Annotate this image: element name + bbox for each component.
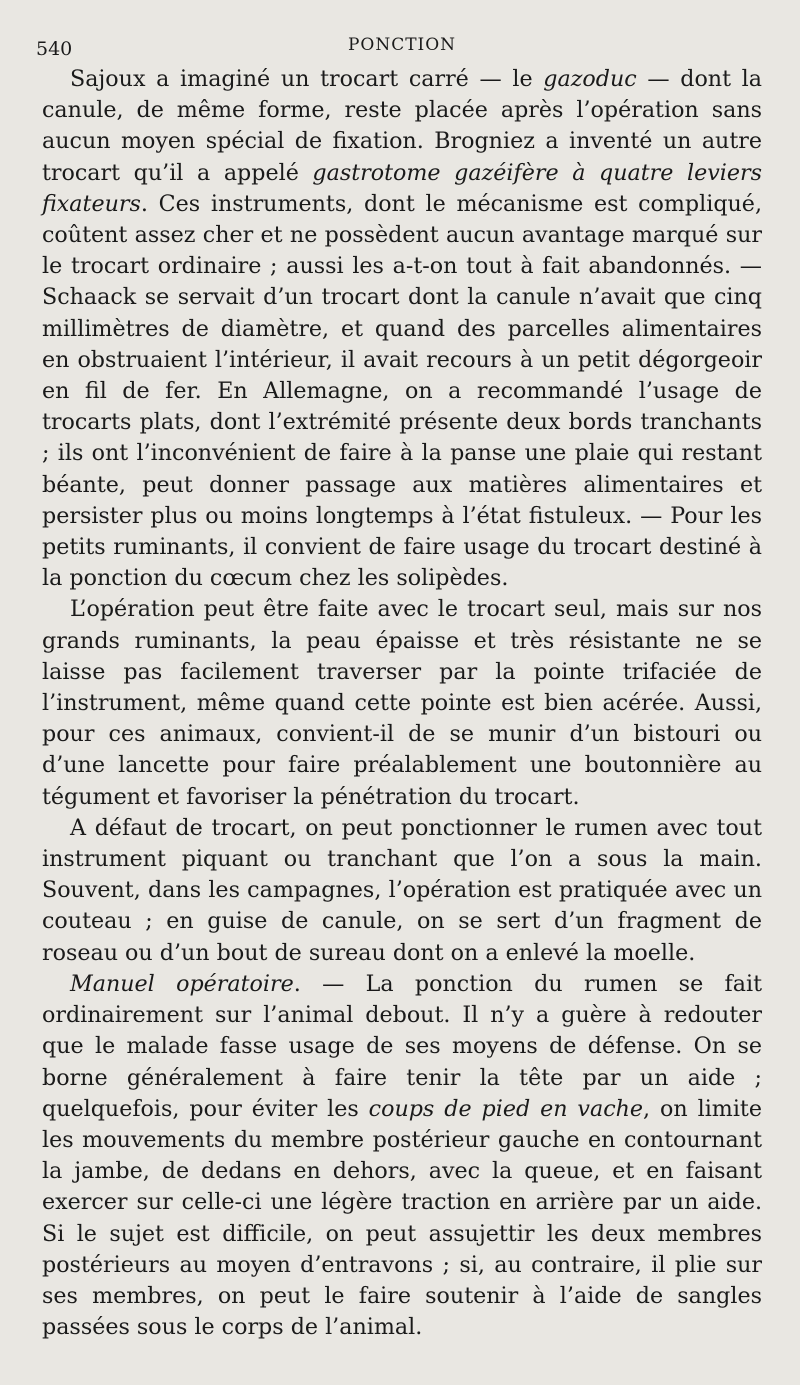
section-title: Manuel opératoire [70,970,294,997]
text-segment: . Ces instruments, dont le mécanisme est compliqué, coûtent assez cher et ne possèdent aucun avantage marqué sur le trocart ordinaire ; aussi les a-t-on tout à fait abandonnés. — Schaack se servait d’un trocart dont la canule n’avait que cinq millimètres de diamètre, et quand des parcelles alimentaires en obstruaient l’intérieur, il avait recours à un petit dégorgeoir en fil de fer. En Allemagne, on a recommandé l’usage de trocarts plats, dont l’extrémité présente deux bords tranchants ; ils ont l’inconvénient de faire à la panse une plaie qui restant béante, peut donner passage aux matières alimentaires et persister plus ou moins longtemps à l’état fistuleux. — Pour les petits ruminants, il convient de faire usage du trocart destiné à la ponction du cœcum chez les solipèdes. [42,190,762,592]
italic-term: gazoduc [543,66,637,92]
paragraph-manuel-operatoire [42,969,762,1343]
text-segment: Sajoux a imaginé un trocart carré — le [70,66,544,92]
running-head: PONCTION [347,35,457,55]
page-number: 540 [36,38,73,60]
body-text [42,64,762,1343]
paragraph-alternatives [42,813,762,969]
page-header [36,30,762,60]
text-segment: A défaut de trocart, on peut ponctionner le rumen avec tout instrument piquant ou tranchant que l’on a sous la main. Souvent, dans les campagnes, l’opération est pratiquée avec un couteau ; en guise de canule, on se sert d’un fragment de roseau ou d’un bout de sureau dont on a enlevé la moelle. [42,814,762,966]
text-segment: . — La ponction du rumen se fait ordinairement sur l’animal debout. Il n’y a guère à redouter que le malade fasse usage de ses moyens de défense. On se borne généralement à faire tenir la tête par un aide ; quelquefois, pour éviter les [42,970,762,1122]
text-segment: L’opération peut être faite avec le trocart seul, mais sur nos grands ruminants, la peau épaisse et très résistante ne se laisse pas facilement traverser par la pointe trifaciée de l’instrument, même quand cette pointe est bien acérée. Aussi, pour ces animaux, convient-il de se munir d’un bistouri ou d’une lancette pour faire préalablement une boutonnière au tégument et favoriser la pénétration du trocart. [42,596,762,810]
paragraph-trocart-variants [42,64,762,594]
paragraph-operation-method [42,594,762,812]
text-segment: , on limite les mouvements du membre postérieur gauche en contournant la jambe, de dedans en dehors, avec la queue, et en faisant exercer sur celle-ci une légère traction en arrière par un aide. Si le sujet est difficile, on peut assujettir les deux membres postérieurs au moyen d’entravons ; si, au contraire, il plie sur ses membres, on peut le faire soutenir à l’aide de sangles passées sous le corps de l’animal. [42,1095,762,1341]
italic-term: gastrotome gazéifère à quatre leviers fixateurs [42,159,762,217]
italic-term: coups de pied en vache [368,1095,644,1122]
text-segment: — dont la canule, de même forme, reste placée après l’opération sans aucun moyen spécial de fixation. Brogniez a inventé un autre trocart qu’il a appelé [42,66,763,186]
